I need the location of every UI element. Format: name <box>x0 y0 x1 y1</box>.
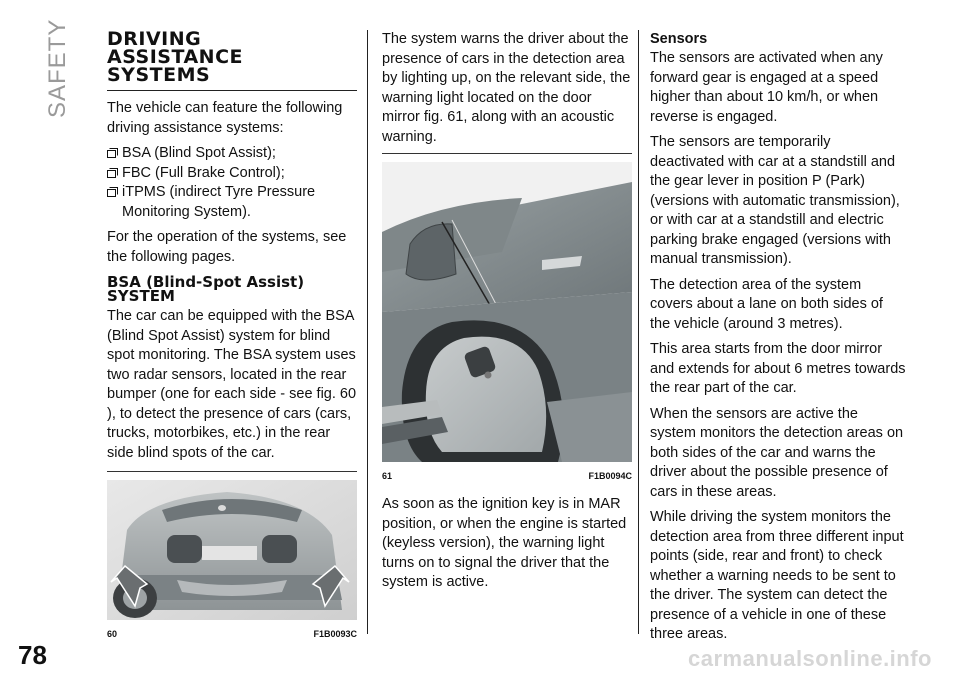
sensors-paragraph: The sensors are activated when any forward gear is engaged at a speed higher than about 10 km/h, or when reverse is engaged. <box>650 50 883 125</box>
figure-code: F1B0093C <box>313 629 357 639</box>
systems-list <box>107 144 357 222</box>
sensors-paragraph: When the sensors are active the system monitors the detection areas on both sides of the car and warns the driver about the possible presence of cars in these areas. <box>650 405 904 500</box>
figure-number: 60 <box>107 629 118 639</box>
title-underline <box>107 90 357 91</box>
column-divider-2 <box>638 30 639 634</box>
intro-paragraph: The vehicle can feature the following driving assistance systems: <box>107 100 343 136</box>
column-divider-1 <box>367 30 368 634</box>
figure-top-rule <box>382 153 632 154</box>
list-item <box>107 164 357 184</box>
door-mirror-warning-light-illustration <box>382 162 632 462</box>
list-item-text: iTPMS (indirect Tyre Pressure Monitoring System). <box>122 184 316 220</box>
section-title <box>107 30 357 84</box>
figure-code: F1B0094C <box>588 471 632 481</box>
list-item <box>107 183 357 222</box>
sensors-paragraph: The sensors are temporarily deactivated with car at a standstill and the gear lever in position P (Park) (versions with automatic transmission), or with car at a standstill and electric parking brake engaged (versions with manual transmission). <box>650 134 900 267</box>
operation-note: For the operation of the systems, see the following pages. <box>107 229 347 265</box>
column-3 <box>650 30 906 651</box>
bsa-heading-line-1: BSA (Blind-Spot Assist) <box>107 273 305 291</box>
bsa-paragraph: The car can be equipped with the BSA (Blind Spot Assist) system for blind spot monitoring. The BSA system uses two radar sensors, located in the rear bumper (one for each side - see fig. 60 ), to detect the presence of cars (cars, trucks, motorbikes, etc.) in the rear side blind spots of the car. <box>107 308 357 461</box>
figure-caption <box>107 629 357 639</box>
figure-top-rule <box>107 471 357 472</box>
section-side-label <box>24 18 74 138</box>
section-title-line-1: DRIVING <box>107 28 202 50</box>
list-item <box>107 144 357 164</box>
bsa-heading-line-2: SYSTEM <box>107 287 175 305</box>
figure-60 <box>107 471 357 639</box>
column-1 <box>107 30 357 639</box>
list-item-text: BSA (Blind Spot Assist); <box>122 145 276 161</box>
section-title-line-2: ASSISTANCE <box>107 46 243 68</box>
column-2 <box>382 30 632 599</box>
figure-61 <box>382 153 632 481</box>
figure-number: 61 <box>382 471 393 481</box>
activation-paragraph: As soon as the ignition key is in MAR position, or when the engine is started (keyless version), the warning light turns on to signal the driver that the system is active. <box>382 496 627 590</box>
sensors-paragraph: This area starts from the door mirror and extends for about 6 metres towards the rear part of the car. <box>650 341 906 396</box>
bsa-heading <box>107 275 357 303</box>
sensors-heading: Sensors <box>650 31 708 47</box>
warning-paragraph: The system warns the driver about the presence of cars in the detection area by lighting up, on the relevant side, the warning light located on the door mirror fig. 61, along with an acoustic warning. <box>382 31 631 145</box>
figure-caption <box>382 471 632 481</box>
bullet-icon <box>107 168 118 178</box>
section-title-line-3: SYSTEMS <box>107 64 211 86</box>
bullet-icon <box>107 148 118 158</box>
sensors-paragraph: While driving the system monitors the detection area from three different input points (side, rear and front) to check whether a warning needs to be sent to the driver. The system can detect the presence of a vehicle in one of these three areas. <box>650 509 904 642</box>
section-label-text: SAFETY <box>44 18 71 118</box>
sensors-paragraph: The detection area of the system covers about a lane on both sides of the vehicle (around 3 metres). <box>650 276 883 332</box>
bullet-icon <box>107 187 118 197</box>
page-number: 78 <box>18 640 47 670</box>
car-rear-bumper-illustration <box>107 480 357 620</box>
watermark: carmanualsonline.info <box>688 646 932 671</box>
list-item-text: FBC (Full Brake Control); <box>122 164 285 181</box>
